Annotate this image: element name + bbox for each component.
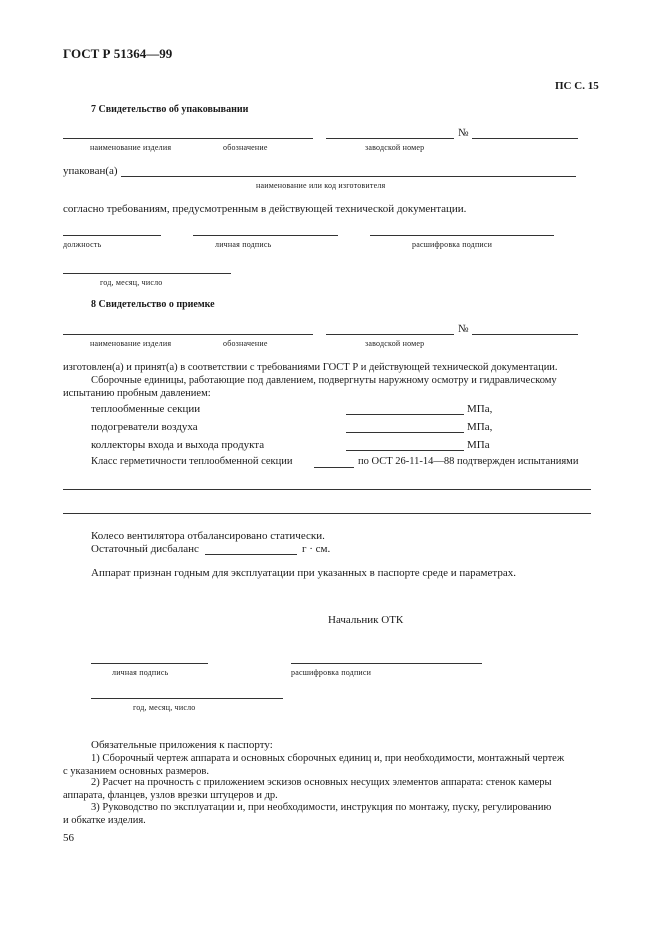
caption-date: год, месяц, число: [100, 278, 163, 287]
pressure-unit: МПа,: [467, 403, 493, 415]
manufactured-text: изготовлен(а) и принят(а) в соответствии с требованиями ГОСТ Р и действующей технической документации.: [63, 362, 558, 373]
fan-balanced-text: Колесо вентилятора отбалансировано статически.: [91, 530, 325, 542]
otk-decoding-line: [291, 663, 482, 664]
otk-date-line: [91, 698, 283, 699]
appendix-item-3-line2: и обкатке изделия.: [63, 815, 146, 826]
serial-number-line-2: [326, 334, 454, 335]
assembly-text-line1: Сборочные единицы, работающие под давлением, подвергнуты наружному осмотру и гидравлическому: [91, 375, 557, 386]
tightness-prefix: Класс герметичности теплообменной секции: [91, 456, 293, 467]
caption-position: должность: [63, 240, 102, 249]
pressure-unit: МПа,: [467, 421, 493, 433]
pressure-item-label: коллекторы входа и выхода продукта: [91, 439, 265, 451]
assembly-text-line2: испытанию пробным давлением:: [63, 388, 211, 399]
number-sign-2: №: [458, 323, 469, 335]
date-line: [63, 273, 231, 274]
otk-signature-line: [91, 663, 208, 664]
residual-imbalance-unit: г · см.: [302, 543, 331, 555]
packed-label: упакован(а): [63, 165, 118, 177]
page-number: 56: [63, 832, 74, 844]
tightness-class-line: [314, 467, 354, 468]
document-standard-code: ГОСТ Р 51364—99: [63, 46, 173, 61]
caption-serial-number-2: заводской номер: [365, 339, 425, 348]
test-results-line-1: [63, 489, 591, 490]
number-sign: №: [458, 127, 469, 139]
appendix-intro: Обязательные приложения к паспорту:: [91, 739, 273, 751]
caption-signature: личная подпись: [215, 240, 272, 249]
caption-otk-decoding: расшифровка подписи: [291, 668, 372, 677]
signature-line: [193, 235, 338, 236]
decoding-line: [370, 235, 554, 236]
appendix-item-3-line1: 3) Руководство по эксплуатации и, при необходимости, инструкция по монтажу, пуску, регулированию: [91, 802, 552, 813]
page-reference: ПС С. 15: [555, 80, 599, 92]
caption-designation-2: обозначение: [223, 339, 268, 348]
number-line: [472, 138, 578, 139]
manufacturer-line: [121, 176, 576, 177]
appendix-item-2-line2: аппарата, фланцев, узлов врезки штуцеров и др.: [63, 790, 278, 801]
caption-designation: обозначение: [223, 143, 268, 152]
appendix-item-2-line1: 2) Расчет на прочность с приложением эскизов основных несущих элементов аппарата: стенок камеры: [91, 777, 552, 788]
item-name-line: [63, 138, 313, 139]
serial-number-line: [326, 138, 454, 139]
according-text: согласно требованиям, предусмотренным в действующей технической документации.: [63, 203, 467, 215]
tightness-suffix: по ОСТ 26-11-14—88 подтвержден испытаниями: [358, 456, 579, 467]
otk-head-label: Начальник ОТК: [328, 614, 404, 626]
fit-for-use-text: Аппарат признан годным для эксплуатации при указанных в паспорте среде и параметрах.: [91, 567, 516, 579]
caption-otk-date: год, месяц, число: [133, 703, 196, 712]
number-line-2: [472, 334, 578, 335]
caption-otk-signature: личная подпись: [112, 668, 169, 677]
position-line: [63, 235, 161, 236]
appendix-item-1-line1: 1) Сборочный чертеж аппарата и основных сборочных единиц и, при необходимости, монтажный чертеж: [91, 753, 565, 764]
section-8-title: 8 Свидетельство о приемке: [91, 299, 215, 310]
pressure-item-label: подогреватели воздуха: [91, 421, 198, 433]
pressure-unit: МПа: [467, 439, 490, 451]
pressure-value-line: [346, 450, 464, 451]
residual-imbalance-label: Остаточный дисбаланс: [91, 543, 199, 555]
caption-item-name-2: наименование изделия: [90, 339, 172, 348]
caption-decoding: расшифровка подписи: [412, 240, 493, 249]
caption-manufacturer: наименование или код изготовителя: [256, 181, 386, 190]
test-results-line-2: [63, 513, 591, 514]
pressure-value-line: [346, 432, 464, 433]
residual-imbalance-line: [205, 554, 297, 555]
item-name-line-2: [63, 334, 313, 335]
pressure-item-label: теплообменные секции: [91, 403, 201, 415]
pressure-value-line: [346, 414, 464, 415]
appendix-item-1-line2: с указанием основных размеров.: [63, 766, 209, 777]
caption-item-name: наименование изделия: [90, 143, 172, 152]
section-7-title: 7 Свидетельство об упаковывании: [91, 104, 249, 115]
caption-serial-number: заводской номер: [365, 143, 425, 152]
